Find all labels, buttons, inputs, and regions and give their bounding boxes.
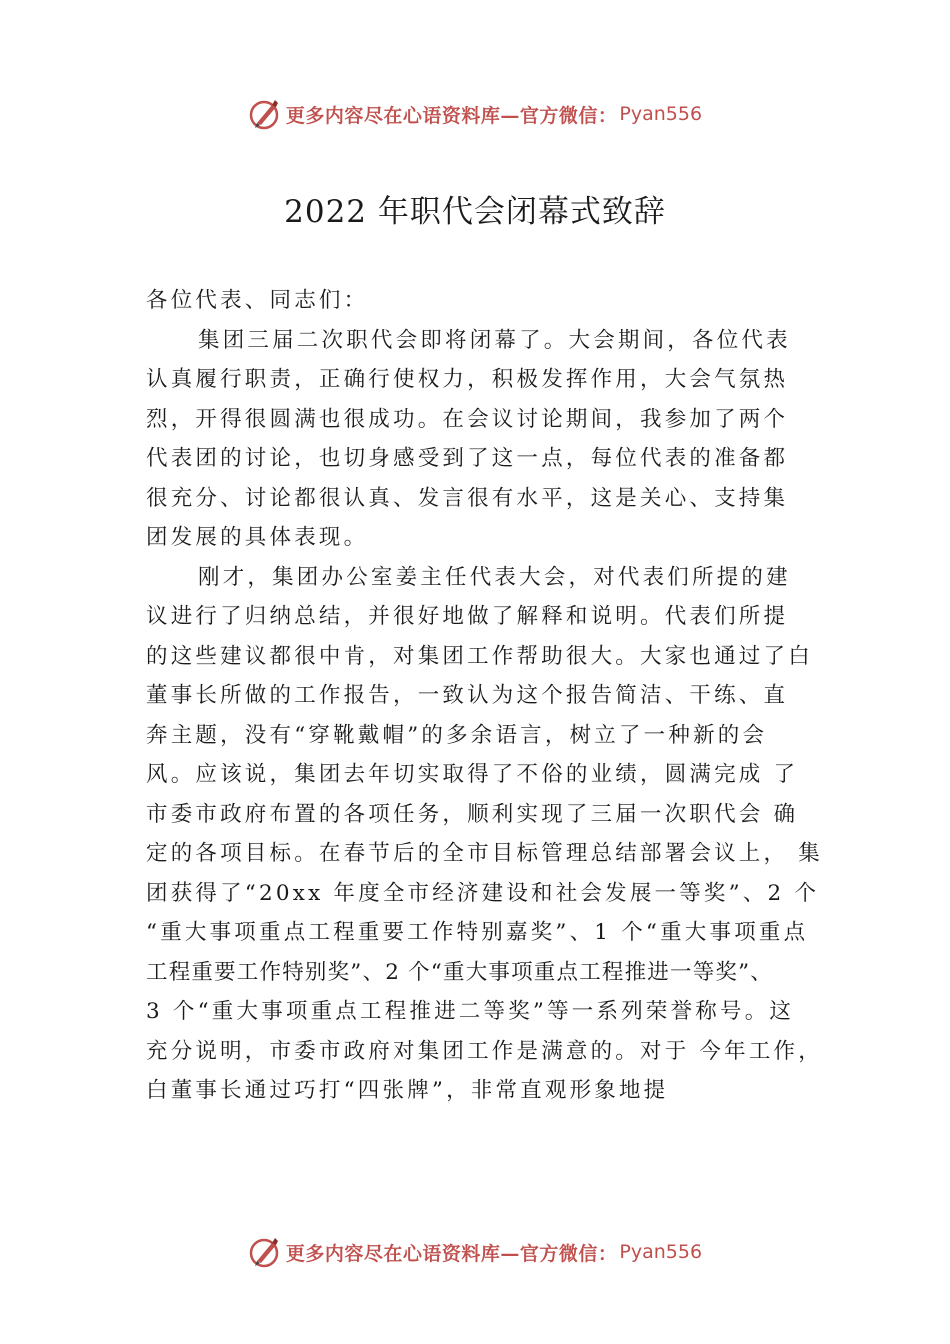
pen-logo-icon (248, 1235, 282, 1269)
banner-text: 更多内容尽在心语资料库—官方微信： (285, 104, 618, 127)
paragraph-line: 团获得了“20xx 年度全市经济建设和社会发展一等奖”、2 个 (146, 880, 820, 906)
banner-wechat-id: Pyan556 (619, 1241, 703, 1263)
paragraph-line: 白董事长通过巧打“四张牌”，非常直观形象地提 (146, 1078, 669, 1103)
pen-logo-icon (248, 97, 282, 131)
paragraph-line: 董事长所做的工作报告，一致认为这个报告简洁、干练、直 (146, 683, 789, 708)
salutation: 各位代表、同志们： (146, 288, 369, 313)
header-banner (0, 94, 950, 134)
banner-text: 更多内容尽在心语资料库—官方微信： (285, 1242, 618, 1265)
document-title: 2022 年职代会闭幕式致辞 (284, 194, 666, 230)
paragraph-line: 市委市政府布置的各项任务，顺利实现了三届一次职代会 确 (146, 801, 799, 827)
paragraph-line: 烈，开得很圆满也很成功。在会议讨论期间，我参加了两个 (146, 406, 789, 432)
paragraph-line: 代表团的讨论，也切身感受到了这一点，每位代表的准备都 (146, 446, 789, 471)
paragraph-line: “重大事项重点工程重要工作特别嘉奖”、1 个“重大事项重点 (146, 920, 809, 945)
paragraph-line: 风。应该说，集团去年切实取得了不俗的业绩，圆满完成 了 (146, 762, 799, 787)
paragraph-line: 议进行了归纳总结，并很好地做了解释和说明。代表们所提 (146, 604, 789, 629)
footer-banner (0, 1232, 950, 1272)
paragraph-line: 定的各项目标。在春节后的全市目标管理总结部署会议上， 集 (146, 841, 823, 866)
paragraph-line: 工程重要工作特别奖”、2 个“重大事项重点工程推进一等奖”、 (146, 959, 773, 985)
paragraph-line: 认真履行职责，正确行使权力，积极发挥作用，大会气氛热 (146, 367, 789, 392)
paragraph-line: 集团三届二次职代会即将闭幕了。大会期间，各位代表 (198, 327, 791, 353)
paragraph-line: 刚才，集团办公室姜主任代表大会，对代表们所提的建 (198, 564, 791, 590)
paragraph-line: 很充分、讨论都很认真、发言很有水平，这是关心、支持集 (146, 485, 789, 511)
paragraph-line: 奔主题，没有“穿靴戴帽”的多余语言，树立了一种新的会 (146, 722, 768, 748)
paragraph-line: 3 个“重大事项重点工程推进二等奖”等一系列荣誉称号。这 (146, 999, 795, 1024)
paragraph-line: 团发展的具体表现。 (146, 525, 369, 550)
paragraph-line: 充分说明，市委市政府对集团工作是满意的。对于 今年工作， (146, 1038, 823, 1064)
paragraph-line: 的这些建议都很中肯，对集团工作帮助很大。大家也通过了白 (146, 643, 813, 669)
banner-wechat-id: Pyan556 (619, 103, 703, 125)
document-body (146, 281, 836, 1111)
